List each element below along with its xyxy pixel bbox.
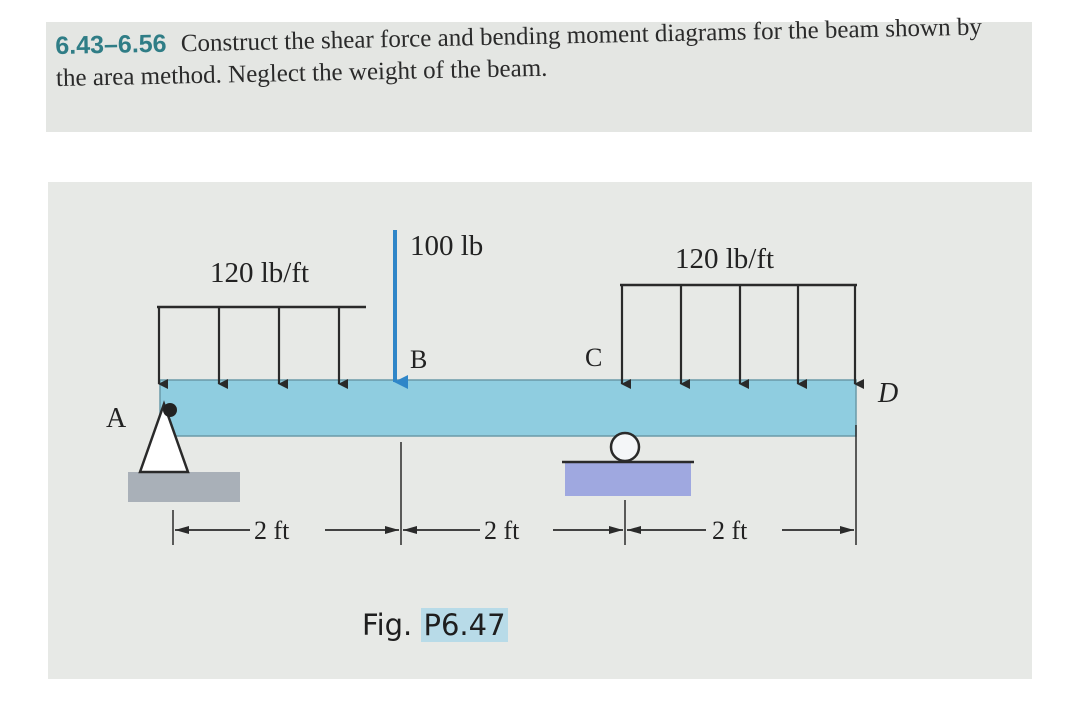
label-a: A: [106, 403, 127, 434]
label-c: C: [585, 343, 603, 372]
problem-number: 6.43–6.56: [55, 29, 167, 60]
roller-support: [562, 433, 694, 496]
dimension-2: [403, 516, 623, 545]
point-load-label: 100 lb: [410, 230, 484, 262]
right-load-label: 120 lb/ft: [675, 243, 775, 275]
label-d: D: [878, 378, 899, 409]
left-distributed-load: [157, 307, 366, 384]
label-b: B: [410, 345, 428, 374]
dimension-2-label: 2 ft: [484, 516, 520, 545]
figure-caption-id: P6.47: [423, 608, 506, 642]
problem-text: Construct the shear force and bending moment diagrams for the beam shown by the area method. Neglect the weight of the beam.: [55, 13, 983, 92]
dimension-1-label: 2 ft: [254, 516, 290, 545]
beam: [160, 380, 856, 436]
dimension-3: [627, 516, 854, 545]
figure-caption: [362, 608, 508, 642]
dimension-1: [175, 516, 399, 545]
dimension-3-label: 2 ft: [712, 516, 748, 545]
figure-caption-prefix: Fig.: [362, 608, 413, 642]
left-load-label: 120 lb/ft: [210, 257, 310, 289]
right-distributed-load: [620, 285, 857, 384]
